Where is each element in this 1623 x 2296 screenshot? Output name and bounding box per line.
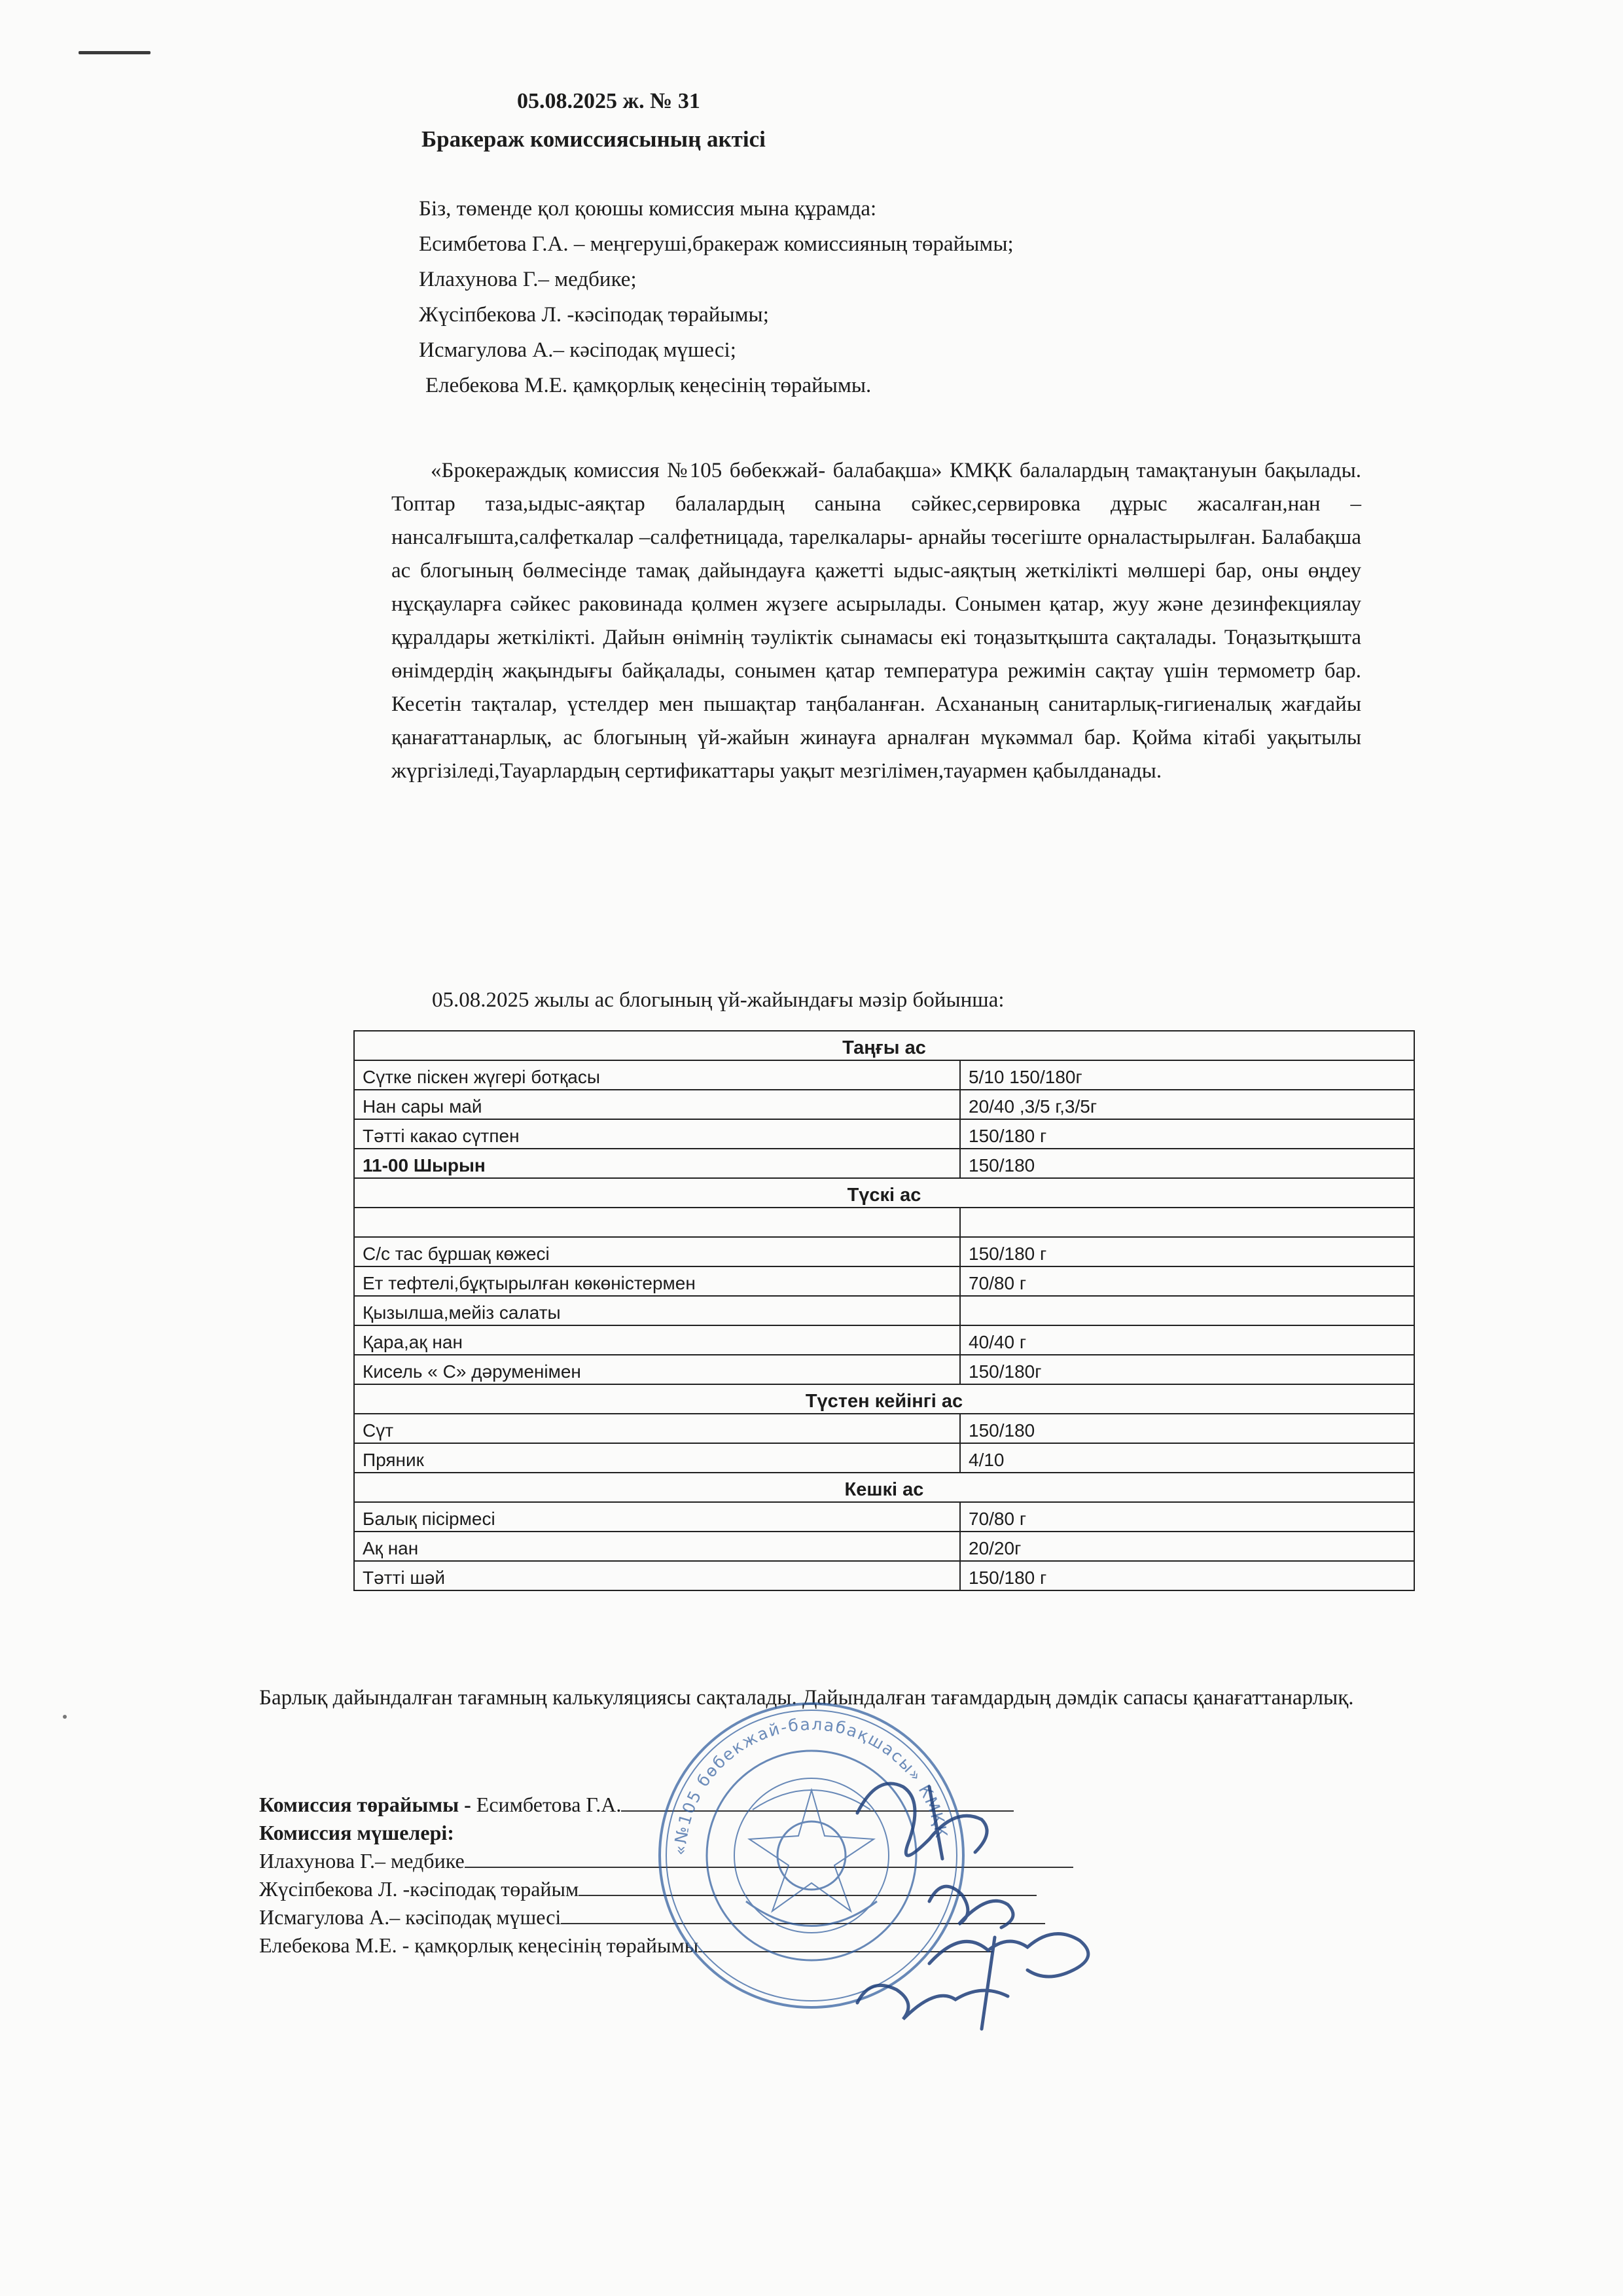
table-row — [354, 1060, 1414, 1090]
member-signer: Жүсіпбекова Л. -кәсіподақ төрайым — [259, 1877, 579, 1901]
dish-portion: 150/180 — [960, 1414, 1414, 1443]
dish-portion: 20/20г — [960, 1532, 1414, 1561]
table-row — [354, 1090, 1414, 1119]
table-row — [354, 1325, 1414, 1355]
stamp-ring-text: «№105 бөбекжай-балабақшасы» КМҚК — [670, 1714, 952, 1856]
dish-name: С/с тас бұршақ көжесі — [354, 1237, 960, 1266]
member-line: Есимбетова Г.А. – меңгеруші,бракераж комиссияның төрайымы; — [419, 232, 1014, 256]
table-row — [354, 1532, 1414, 1561]
chair-label: Комиссия төрайымы - — [259, 1793, 471, 1816]
handwritten-signatures — [831, 1761, 1171, 2036]
dish-portion: 40/40 г — [960, 1325, 1414, 1355]
table-row — [354, 1266, 1414, 1296]
commission-members — [419, 191, 1014, 403]
member-signer: Елебекова М.Е. - қамқорлық кеңесінің төрайымы — [259, 1933, 699, 1957]
dish-portion: 4/10 — [960, 1443, 1414, 1473]
scan-artifact-mark — [79, 51, 151, 54]
menu-section-row — [354, 1031, 1414, 1060]
menu-table — [353, 1030, 1415, 1591]
member-signer: Илахунова Г.– медбике — [259, 1849, 465, 1873]
dish-name: Сүт — [354, 1414, 960, 1443]
dish-name — [354, 1208, 960, 1237]
member-line: Исмагулова А.– кәсіподақ мүшесі; — [419, 338, 736, 362]
table-row — [354, 1443, 1414, 1473]
dish-name: Ет тефтелі,бұқтырылған көкөністермен — [354, 1266, 960, 1296]
dish-name: 11-00 Шырын — [354, 1149, 960, 1178]
dish-portion — [960, 1296, 1414, 1325]
dish-portion: 150/180 г — [960, 1561, 1414, 1590]
dish-name: Нан сары май — [354, 1090, 960, 1119]
dish-portion — [960, 1208, 1414, 1237]
table-row — [354, 1208, 1414, 1237]
table-row — [354, 1414, 1414, 1443]
table-row — [354, 1119, 1414, 1149]
section-dinner: Кешкі ас — [354, 1473, 1414, 1502]
act-title: Бракераж комиссиясының актісі — [421, 126, 766, 152]
menu-section-row — [354, 1178, 1414, 1208]
members-label: Комиссия мүшелері: — [259, 1821, 454, 1844]
dish-name: Кисель « С» дәруменімен — [354, 1355, 960, 1384]
dish-name: Балық пісірмесі — [354, 1502, 960, 1532]
dish-portion: 70/80 г — [960, 1266, 1414, 1296]
act-date-number: 05.08.2025 ж. № 31 — [517, 89, 700, 113]
section-lunch: Түскі ас — [354, 1178, 1414, 1208]
dish-portion: 150/180 г — [960, 1119, 1414, 1149]
dish-portion: 20/40 ,3/5 г,3/5г — [960, 1090, 1414, 1119]
dish-name: Пряник — [354, 1443, 960, 1473]
table-row — [354, 1355, 1414, 1384]
dish-portion: 150/180 — [960, 1149, 1414, 1178]
inspection-report-paragraph: «Брокераждық комиссия №105 бөбекжай- балабақша» КМҚК балалардың тамақтануын бақылады. Топтар таза,ыдыс-аяқтар балалардың санына сәйкес,сервировка дұрыс жасалған,нан –нансалғышта,салфеткалар –салфетницада, тарелкалары- арнайы төсегіште орналастырылған. Балабақша ас блогының бөлмесінде тамақ дайындауға қажетті ыдыс-аяқтың жеткілікті мөлшері бар, оны өңдеу нұсқауларға сәйкес раковинада қолмен жүзеге асырылады. Сонымен қатар, жуу және дезинфекциялау құралдары жеткілікті. Дайын өнімнің тәуліктік сынамасы екі тоңазытқышта сақталады. Тоңазытқышта өнімдердің жақындығы байқалады, сонымен қатар температура режимін сақтау үшін термометр бар. Кесетін тақталар, үстелдер мен пышақтар таңбаланған. Асхананың санитарлық-гигиеналық жағдайы қанағаттанарлық, ас блогының үй-жайын жинауға арналған мүкәммал бар. Қойма кітабі уақытылы жүргізіледі,Тауарлардың сертификаттары уақыт мезгілімен,тауармен қабылданады. — [391, 459, 1361, 783]
dish-portion: 150/180 г — [960, 1237, 1414, 1266]
dish-name: Ақ нан — [354, 1532, 960, 1561]
scan-speck — [63, 1715, 67, 1719]
menu-section-row — [354, 1473, 1414, 1502]
members-intro: Біз, төменде қол қоюшы комиссия мына құрамда: — [419, 197, 877, 221]
member-line: Илахунова Г.– медбике; — [419, 268, 637, 291]
dish-name: Тәтті шәй — [354, 1561, 960, 1590]
dish-name: Қызылша,мейіз салаты — [354, 1296, 960, 1325]
table-row — [354, 1502, 1414, 1532]
closing-statement: Барлық дайындалған тағамның калькуляциясы сақталады. Дайындалған тағамдардың дәмдік сапасы қанағаттанарлық. — [259, 1686, 1354, 1710]
dish-portion: 70/80 г — [960, 1502, 1414, 1532]
dish-name: Сүтке піскен жүгері ботқасы — [354, 1060, 960, 1090]
table-row — [354, 1149, 1414, 1178]
menu-section-row — [354, 1384, 1414, 1414]
table-row — [354, 1237, 1414, 1266]
section-breakfast: Таңғы ас — [354, 1031, 1414, 1060]
table-row — [354, 1561, 1414, 1590]
chair-name: Есимбетова Г.А. — [471, 1793, 622, 1816]
section-snack: Түстен кейінгі ас — [354, 1384, 1414, 1414]
dish-portion: 150/180г — [960, 1355, 1414, 1384]
member-line: Жүсіпбекова Л. -кәсіподақ төрайымы; — [419, 303, 769, 327]
dish-name: Қара,ақ нан — [354, 1325, 960, 1355]
member-signer: Исмагулова А.– кәсіподақ мүшесі — [259, 1905, 562, 1929]
member-line: Елебекова М.Е. қамқорлық кеңесінің төрайымы. — [425, 374, 872, 397]
dish-name: Тәтті какао сүтпен — [354, 1119, 960, 1149]
table-row — [354, 1296, 1414, 1325]
dish-portion: 5/10 150/180г — [960, 1060, 1414, 1090]
menu-caption: 05.08.2025 жылы ас блогының үй-жайындағы мәзір бойынша: — [432, 988, 1005, 1012]
